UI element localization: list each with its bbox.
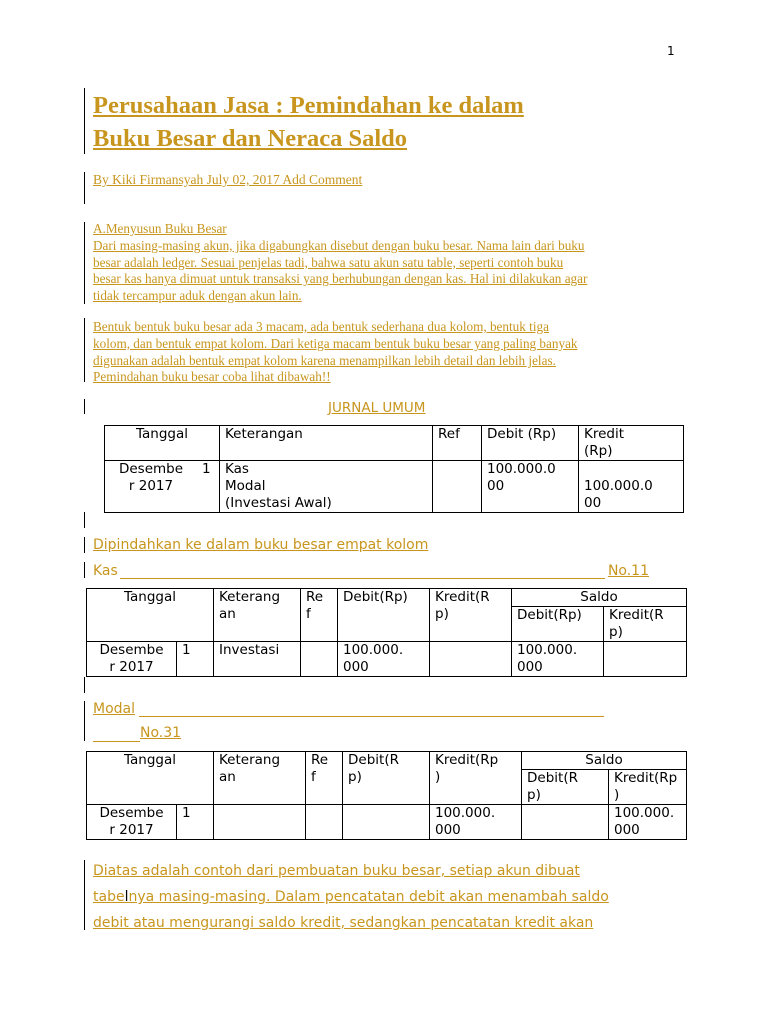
header-line: Keterang — [219, 589, 281, 605]
jurnal-table — [104, 425, 684, 513]
kas-number: No.11 — [607, 563, 649, 579]
margin-bar — [84, 399, 85, 414]
closing-text: nya masing-masing. Dalam pencatatan debit akan menambah saldo — [128, 889, 609, 905]
margin-bar — [84, 88, 85, 154]
page-title[interactable] — [93, 89, 524, 155]
header-kredit — [430, 752, 522, 805]
cell-line: Desembe — [99, 642, 164, 658]
section-a-line[interactable]: besar kas hanya dimuat untuk transaksi yang berhubungan dengan kas. Hal ini dilakukan agar — [93, 271, 588, 287]
margin-bar — [84, 860, 85, 930]
cell-line: 00 — [584, 495, 602, 511]
paragraph-2 — [93, 319, 683, 386]
header-line: p) — [348, 769, 362, 785]
header-tanggal: Tanggal — [87, 589, 214, 642]
cell-kredit — [579, 461, 684, 513]
cell-kredit — [430, 805, 522, 840]
cell-line: 100.000. — [614, 805, 675, 821]
cell-line: 100.000.0 — [584, 478, 653, 494]
kas-account-line[interactable] — [93, 563, 649, 579]
cell-ref — [306, 805, 343, 840]
cell-line: r 2017 — [128, 478, 174, 494]
cell-keterangan — [214, 805, 306, 840]
cell-day: 1 — [177, 805, 214, 840]
kas-name: Kas — [93, 563, 118, 579]
cell-day: 1 — [177, 642, 214, 677]
header-tanggal: Tanggal — [87, 752, 214, 805]
empat-kolom-heading[interactable]: Dipindahkan ke dalam buku besar empat kolom — [93, 537, 429, 553]
cell-line: 100.000. — [343, 642, 404, 658]
cell-debit — [338, 642, 430, 677]
header-debit: Debit (Rp) — [482, 426, 579, 461]
section-a-line[interactable]: tidak tercampur aduk dengan akun lain. — [93, 288, 302, 304]
cell-saldo-debit — [512, 642, 604, 677]
table-row — [87, 642, 687, 677]
table-header-row — [87, 589, 687, 607]
margin-bar — [84, 677, 85, 693]
title-line-1[interactable]: Perusahaan Jasa : Pemindahan ke dalam — [93, 92, 524, 119]
closing-line-3[interactable]: debit atau mengurangi saldo kredit, sedangkan pencatatan kredit akan — [93, 915, 594, 931]
header-saldo-debit: Debit(Rp) — [512, 607, 604, 642]
header-line: Keterang — [219, 752, 281, 768]
header-line: an — [219, 606, 236, 622]
header-line: f — [306, 606, 311, 622]
cell-ref — [433, 461, 482, 513]
header-kredit-line: (Rp) — [584, 443, 613, 459]
cell-kredit — [430, 642, 512, 677]
paragraph-2-line[interactable]: digunakan adalah bentuk empat kolom karena menampilkan lebih detail dan lebih jelas. — [93, 352, 556, 368]
header-line: Debit(R — [527, 770, 578, 786]
kas-table — [86, 588, 687, 677]
section-a-heading[interactable]: A.Menyusun Buku Besar — [93, 221, 227, 236]
header-keterangan: Keterangan — [220, 426, 433, 461]
header-debit — [343, 752, 430, 805]
header-saldo-debit — [522, 770, 609, 805]
margin-bar — [84, 537, 85, 553]
header-keterangan — [214, 752, 306, 805]
cell-keterangan: Investasi — [214, 642, 301, 677]
header-line: Kredit(Rp — [614, 770, 678, 786]
header-line: ) — [435, 769, 441, 785]
header-line: ) — [614, 787, 620, 803]
title-line-2[interactable]: Buku Besar dan Neraca Saldo — [93, 125, 408, 152]
header-line: p) — [609, 624, 623, 640]
header-kredit-line: Kredit — [584, 426, 625, 442]
table-header-row — [105, 426, 684, 461]
section-a-line[interactable]: Dari masing-masing akun, jika digabungkan disebut dengan buku besar. Nama lain dari buku — [93, 237, 585, 253]
margin-bar — [84, 701, 85, 741]
header-line: p) — [527, 787, 541, 803]
header-kredit — [430, 589, 512, 642]
page-number: 1 — [667, 44, 675, 58]
modal-table — [86, 751, 687, 840]
header-ref: Ref — [433, 426, 482, 461]
cell-tanggal — [87, 805, 177, 840]
cell-ref — [301, 642, 338, 677]
section-a-line[interactable]: besar adalah ledger. Sesuai penjelas tadi, bahwa satu akun satu table, seperti contoh buku — [93, 254, 564, 270]
table-header-row — [87, 752, 687, 770]
byline[interactable]: By Kiki Firmansyah July 02, 2017 Add Comment — [93, 172, 363, 187]
kas-underline — [120, 578, 605, 579]
cell-line: 100.000. — [517, 642, 578, 658]
header-line: Re — [306, 589, 324, 605]
modal-number-line[interactable] — [93, 725, 181, 742]
cell-keterangan — [220, 461, 433, 513]
cell-line: 00 — [487, 478, 505, 494]
margin-bar — [84, 318, 85, 382]
cell-tanggal — [87, 642, 177, 677]
margin-bar — [84, 222, 85, 304]
header-debit: Debit(Rp) — [338, 589, 430, 642]
header-line: p) — [435, 606, 449, 622]
cell-line: r 2017 — [109, 659, 154, 675]
cell-line: 000 — [343, 659, 369, 675]
cell-line: r 2017 — [109, 822, 154, 838]
cell-line: (Investasi Awal) — [225, 495, 332, 511]
closing-line-1[interactable]: Diatas adalah contoh dari pembuatan buku besar, setiap akun dibuat — [93, 863, 580, 879]
header-line: f — [311, 769, 316, 785]
table-row — [87, 805, 687, 840]
header-line: an — [219, 769, 236, 785]
cell-line: Kas — [225, 461, 249, 477]
cell-tanggal — [105, 461, 193, 513]
margin-bar — [84, 562, 85, 578]
modal-account-line[interactable] — [93, 701, 604, 717]
header-line: Kredit(R — [609, 607, 664, 623]
header-saldo: Saldo — [512, 589, 687, 607]
cell-day: 1 — [192, 461, 220, 513]
cell-saldo-debit — [522, 805, 609, 840]
cell-line: 000 — [614, 822, 640, 838]
modal-underline — [139, 716, 604, 717]
paragraph-2-line[interactable]: Bentuk bentuk buku besar ada 3 macam, ada bentuk sederhana dua kolom, bentuk tiga — [93, 319, 549, 334]
section-a — [93, 221, 683, 305]
jurnal-title[interactable]: JURNAL UMUM — [328, 400, 426, 416]
cell-debit — [482, 461, 579, 513]
cell-debit — [343, 805, 430, 840]
header-tanggal: Tanggal — [105, 426, 220, 461]
header-line: Re — [311, 752, 329, 768]
header-line: Debit(R — [348, 752, 399, 768]
modal-name: Modal — [93, 701, 135, 717]
cell-line: Desembe — [99, 805, 164, 821]
modal-number: No.31 — [140, 725, 182, 741]
header-line: Kredit(Rp — [435, 752, 499, 768]
cell-line: Desembe — [118, 461, 184, 477]
cell-line: 000 — [517, 659, 543, 675]
modal-number-leader — [93, 725, 140, 742]
cell-line: 100.000. — [435, 805, 496, 821]
cell-line: 000 — [435, 822, 461, 838]
header-line: Kredit(R — [435, 589, 490, 605]
paragraph-2-line[interactable]: kolom, dan bentuk empat kolom. Dari ketiga macam bentuk buku besar yang paling banyak — [93, 335, 578, 351]
cell-saldo-kredit — [609, 805, 687, 840]
header-keterangan — [214, 589, 301, 642]
paragraph-2-line[interactable]: Pemindahan buku besar coba lihat dibawah!! — [93, 369, 331, 385]
cell-saldo-kredit — [604, 642, 687, 677]
cell-line: Modal — [225, 478, 266, 494]
closing-text: tabe — [93, 889, 125, 905]
header-saldo-kredit — [604, 607, 687, 642]
header-saldo-kredit — [609, 770, 687, 805]
cell-line: 100.000.0 — [487, 461, 556, 477]
header-saldo: Saldo — [522, 752, 687, 770]
text-cursor-letter: l — [124, 889, 129, 905]
header-kredit — [579, 426, 684, 461]
margin-bar — [84, 512, 85, 528]
margin-bar — [84, 172, 85, 204]
table-row — [105, 461, 684, 513]
header-ref — [306, 752, 343, 805]
header-ref — [301, 589, 338, 642]
closing-line-2[interactable] — [93, 889, 609, 905]
